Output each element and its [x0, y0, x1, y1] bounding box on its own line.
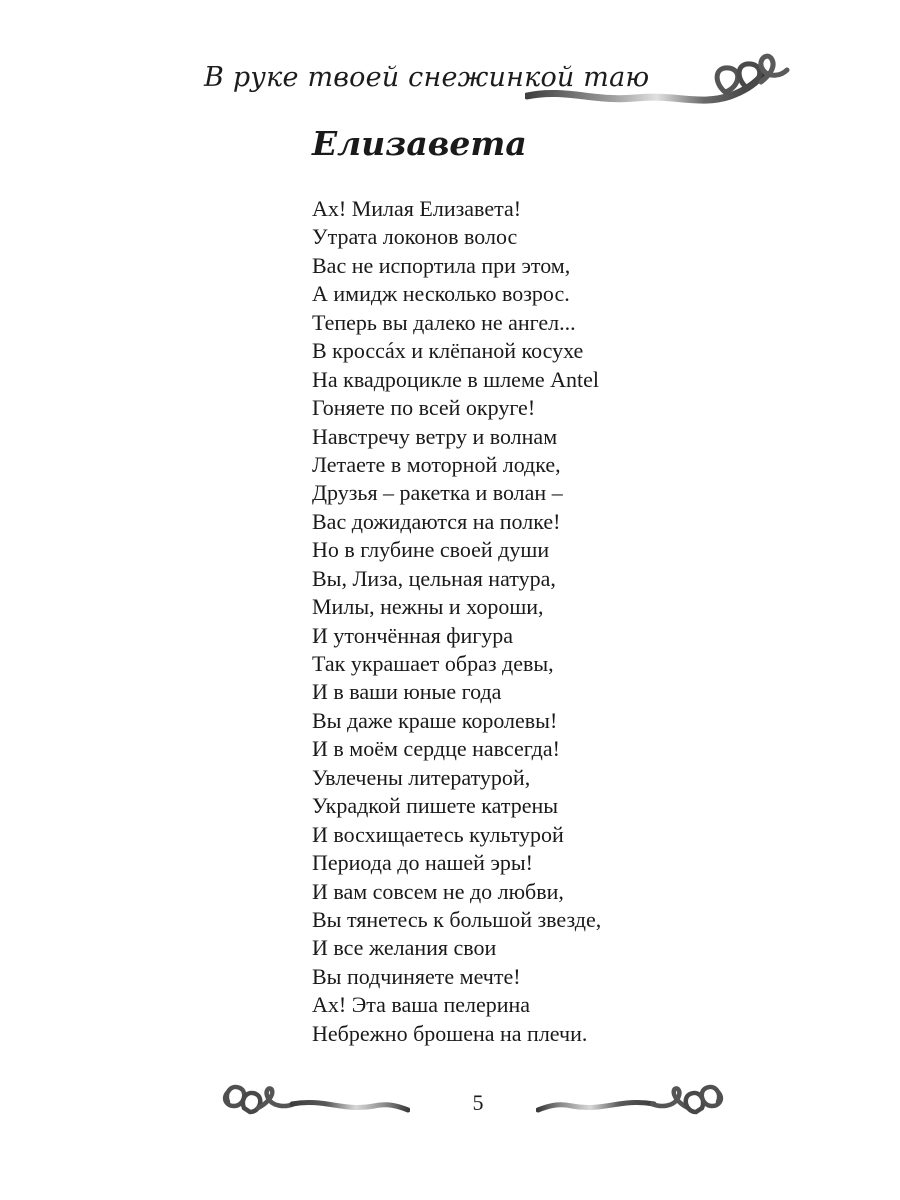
poem-line: Небрежно брошена на плечи.: [312, 1020, 588, 1046]
poem-line: Вас дожидаются на полке!: [312, 508, 561, 534]
poem-line: Но в глубине своей души: [312, 537, 550, 563]
poem-line: Навстречу ветру и волнам: [312, 423, 558, 449]
page-number: 5: [472, 1090, 484, 1115]
poem-line: Периода до нашей эры!: [312, 850, 534, 876]
poem-line: Вы даже краше королевы!: [312, 707, 558, 733]
header-ribbon-icon: [525, 52, 790, 114]
poem-line: Вы, Лиза, цельная натура,: [312, 565, 556, 591]
poem-line: Милы, нежны и хороши,: [312, 594, 544, 620]
poem-line: И вам совсем не до любви,: [312, 878, 564, 904]
poem-line: Теперь вы далеко не ангел...: [312, 309, 576, 335]
poem-body: [312, 195, 601, 1048]
poem-line: Друзья – ракетка и волан –: [312, 480, 563, 506]
poem-line: И восхищаетесь культурой: [312, 821, 564, 847]
poem-title: Елизавета: [312, 124, 527, 163]
footer-ribbon-right-icon: [536, 1078, 732, 1122]
poem-line: Ах! Милая Елизавета!: [312, 196, 522, 221]
poem-line: И утончённая фигура: [312, 622, 514, 648]
poem-line: Так украшает образ девы,: [312, 651, 554, 676]
poem-line: Летаете в моторной лодке,: [312, 451, 561, 477]
poem-line: Ах! Эта ваша пелерина: [312, 992, 531, 1018]
poem-line: Утрата локонов волос: [312, 224, 518, 250]
poem-line: Гоняете по всей округе!: [312, 395, 536, 421]
poem-line: Украдкой пишете катрены: [312, 793, 559, 819]
poem-line: Вас не испортила при этом,: [312, 252, 571, 278]
running-head: В руке твоей снежинкой таю: [204, 62, 650, 93]
poem-line: На квадроцикле в шлеме Antel: [312, 366, 600, 392]
poem-line: Вы подчиняете мечте!: [312, 963, 521, 989]
poem-line: В кроссáх и клёпаной косухе: [312, 338, 584, 364]
poem-line: Вы тянетесь к большой звезде,: [312, 906, 602, 932]
poem-line: И в ваши юные года: [312, 679, 502, 705]
poem-line: А имидж несколько возрос.: [312, 281, 570, 307]
poem-line: И все желания свои: [312, 935, 497, 961]
poem-line: Увлечены литературой,: [312, 764, 531, 790]
poem-line: И в моём сердце навсегда!: [312, 736, 560, 762]
